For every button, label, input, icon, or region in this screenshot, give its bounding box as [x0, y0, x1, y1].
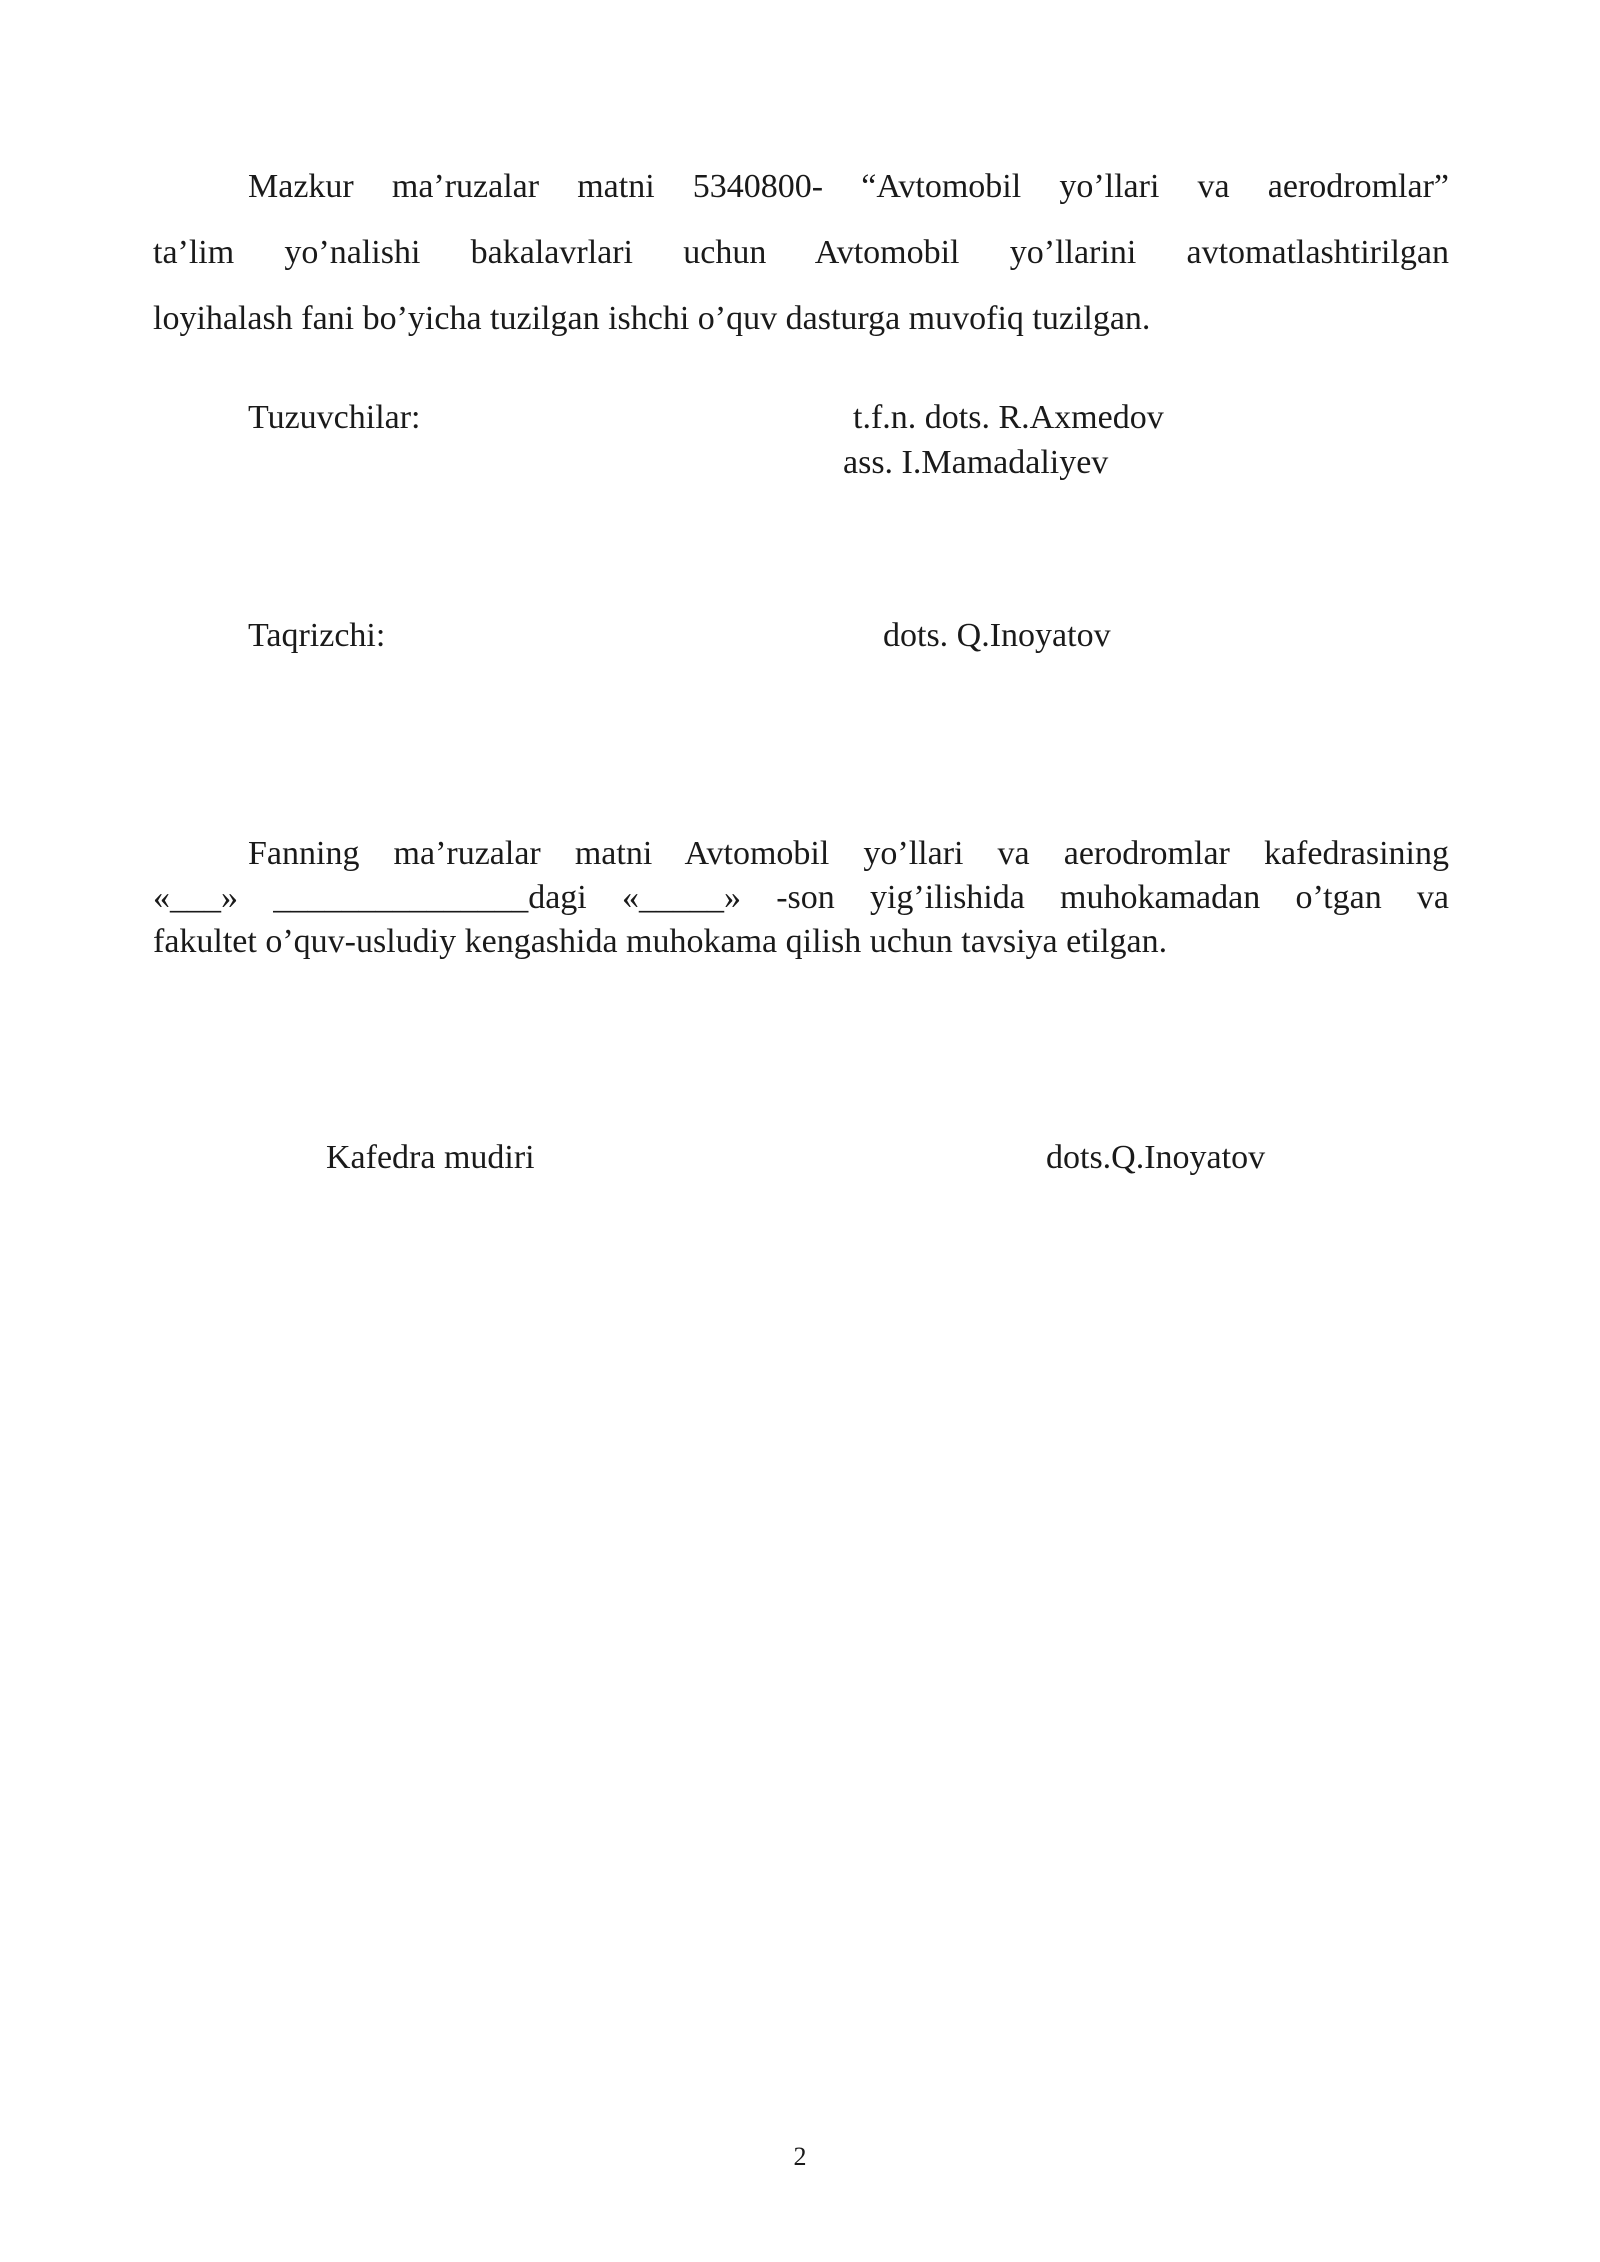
reviewer-name: dots. Q.Inoyatov: [883, 617, 1111, 654]
approval-line: «___» _______________dagi «_____» -son yig’ilishida muhokamadan o’tgan va: [153, 879, 1449, 916]
approval-line: fakultet o’quv-usludiy kengashida muhokama qilish uchun tavsiya etilgan.: [153, 923, 1168, 960]
intro-line: ta’lim yo’nalishi bakalavrlari uchun Avtomobil yo’llarini avtomatlashtirilgan: [153, 234, 1449, 271]
intro-paragraph: [153, 154, 1449, 352]
approval-line: Fanning ma’ruzalar matni Avtomobil yo’llari va aerodromlar kafedrasining: [248, 835, 1449, 872]
page-number: 2: [793, 2142, 807, 2171]
department-head-name: dots.Q.Inoyatov: [1046, 1139, 1266, 1176]
intro-line: Mazkur ma’ruzalar matni 5340800- “Avtomobil yo’llari va aerodromlar”: [248, 168, 1449, 205]
department-head-label: Kafedra mudiri: [326, 1139, 535, 1176]
compiler-name: t.f.n. dots. R.Axmedov: [853, 399, 1164, 436]
compilers-label: Tuzuvchilar:: [248, 399, 421, 436]
reviewer-label: Taqrizchi:: [248, 617, 386, 654]
compiler-name: ass. I.Mamadaliyev: [843, 444, 1109, 481]
approval-paragraph: [153, 832, 1449, 964]
intro-line: loyihalash fani bo’yicha tuzilgan ishchi o’quv dasturga muvofiq tuzilgan.: [153, 300, 1151, 337]
